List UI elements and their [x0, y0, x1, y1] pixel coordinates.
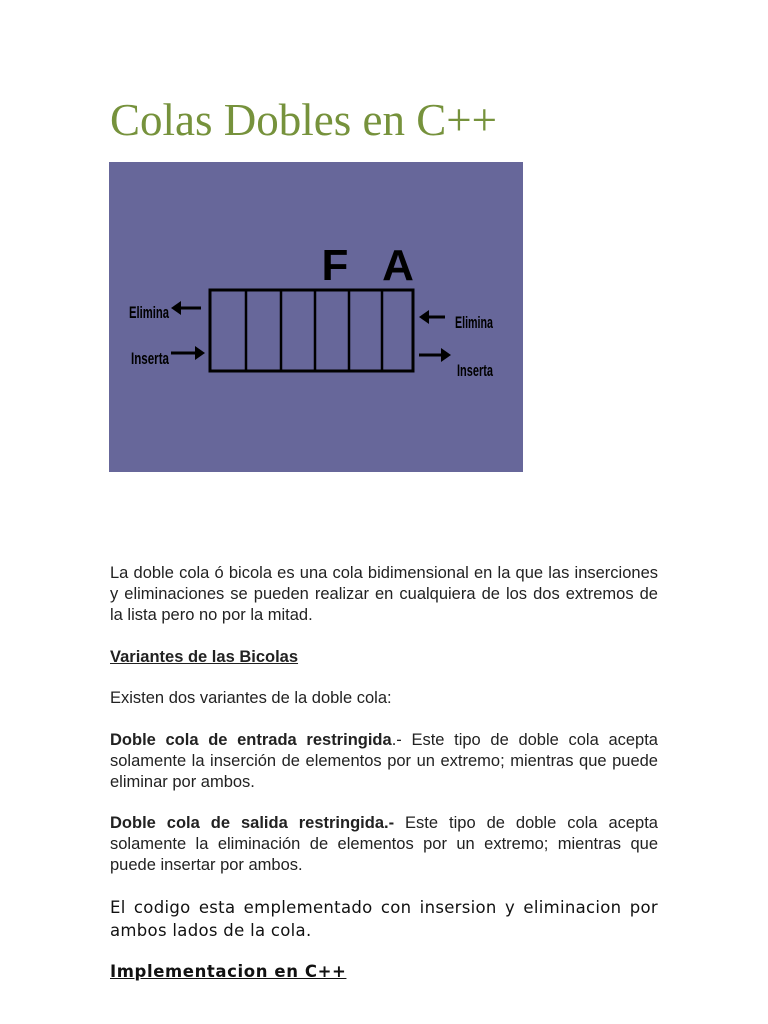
implementation-heading: Implementacion en C++ [110, 962, 347, 981]
intro-paragraph: La doble cola ó bicola es una cola bidimensional en la que las inserciones y eliminaciones se pueden realizar en cualquiera de los dos extremos de la lista pero no por la mitad. [110, 564, 658, 624]
output-restricted-term: Doble cola de salida restringida.- [110, 814, 395, 832]
deque-diagram-svg [109, 162, 523, 472]
deque-diagram [109, 162, 523, 472]
output-restricted-description: Este tipo de doble cola acepta solamente la eliminación de elementos por un extremo; mientras que puede insertar por ambos. [110, 814, 658, 874]
front-label: F [321, 241, 349, 290]
input-restricted-paragraph [110, 730, 658, 793]
input-restricted-term: Doble cola de entrada restringida [110, 731, 392, 749]
variants-intro: Existen dos variantes de la doble cola: [110, 689, 392, 707]
page-title: Colas Dobles en C++ [110, 95, 497, 145]
rear-label: A [382, 241, 414, 290]
code-note-paragraph: El codigo esta emplementado con insersion y eliminacion por ambos lados de la cola. [110, 898, 658, 940]
variants-heading: Variantes de las Bicolas [110, 648, 299, 666]
right-remove-label: Elimina [455, 313, 494, 332]
left-remove-label: Elimina [129, 303, 170, 322]
output-restricted-paragraph [110, 813, 658, 876]
right-insert-label: Inserta [457, 361, 494, 380]
left-insert-label: Inserta [131, 349, 170, 368]
input-restricted-description: .- Este tipo de doble cola acepta solamente la inserción de elementos por un extremo; mientras que puede eliminar por ambos. [110, 731, 658, 791]
